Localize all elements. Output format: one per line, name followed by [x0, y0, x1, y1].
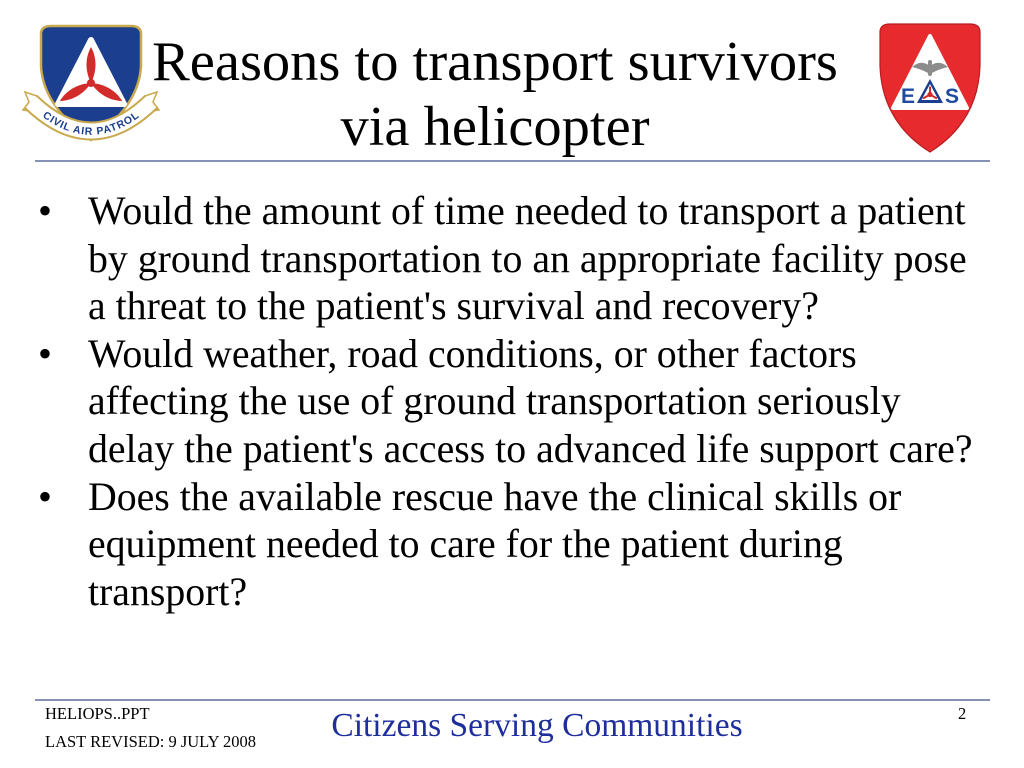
bullet-list — [0, 188, 983, 616]
bullet-marker: • — [38, 189, 52, 233]
emergency-services-logo — [868, 22, 992, 154]
bullet-item — [0, 188, 983, 331]
bullet-item — [0, 331, 983, 474]
slide-title — [140, 30, 850, 160]
footer-divider — [35, 699, 990, 701]
bullet-text: Would weather, road conditions, or other factors affecting the use of ground transportation seriously delay the patient's access to advanced life support care? — [88, 331, 973, 471]
bullet-marker: • — [38, 474, 52, 519]
header-divider — [35, 160, 990, 162]
bullet-marker: • — [38, 331, 52, 376]
civil-air-patrol-logo — [25, 22, 157, 152]
footer-file-name: HELIOPS..PPT — [45, 704, 150, 723]
page-number: 2 — [958, 704, 967, 723]
bullet-text: Does the available rescue have the clinical skills or equipment needed to care for the patient during transport? — [88, 474, 902, 614]
title-line-1: Reasons to transport survivors — [152, 31, 838, 93]
title-line-2: via helicopter — [340, 96, 650, 158]
letter-e: E — [900, 85, 916, 108]
footer-motto: Citizens Serving Communities — [331, 707, 743, 744]
ribbon-text-path: CIVIL AIR PATROL — [40, 109, 142, 138]
bullet-item — [0, 474, 983, 617]
footer-last-revised: LAST REVISED: 9 JULY 2008 — [45, 732, 257, 751]
bullet-text: Would the amount of time needed to transport a patient by ground transportation to an appropriate facility pose a threat to the patient's survival and recovery? — [88, 189, 967, 329]
letter-s: S — [944, 85, 960, 108]
